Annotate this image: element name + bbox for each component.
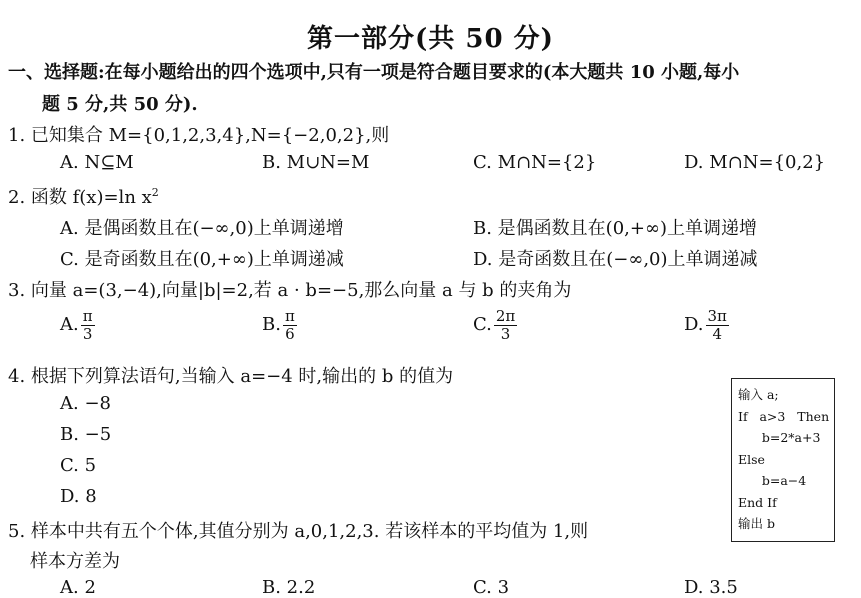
q2-option-a: A. 是偶函数且在(−∞,0)上单调递增 bbox=[60, 218, 344, 239]
q3-option-d bbox=[684, 308, 729, 342]
q2-option-c: C. 是奇函数且在(0,+∞)上单调递减 bbox=[60, 249, 344, 270]
q1-option-b: B. M∪N=M bbox=[262, 152, 370, 173]
fraction-denominator: 3 bbox=[500, 324, 511, 343]
q2-stem bbox=[8, 183, 159, 209]
code-line: Else bbox=[738, 451, 765, 467]
q5-stem-line1: 5. 样本中共有五个个体,其值分别为 a,0,1,2,3. 若该样本的平均值为 1,则 bbox=[8, 521, 589, 542]
q1-option-a: A. N⊆M bbox=[60, 152, 134, 173]
fraction-numerator: π bbox=[82, 307, 93, 325]
q3-option-c bbox=[473, 308, 517, 342]
q1-option-c: C. M∩N={2} bbox=[473, 152, 597, 173]
q3-option-b bbox=[262, 308, 297, 342]
code-line: b=a−4 bbox=[738, 473, 807, 488]
q3-option-a bbox=[60, 308, 95, 342]
fraction-numerator: π bbox=[284, 307, 295, 325]
q3-option-c-fraction bbox=[494, 308, 517, 342]
code-line: b=2*a+3 bbox=[738, 430, 821, 445]
section-heading-line2: 题 5 分,共 50 分). bbox=[42, 94, 198, 115]
q5-option-a: A. 2 bbox=[60, 577, 96, 598]
q4-option-c: C. 5 bbox=[60, 455, 97, 476]
q5-stem-line2: 样本方差为 bbox=[30, 551, 120, 572]
q4-stem: 4. 根据下列算法语句,当输入 a=−4 时,输出的 b 的值为 bbox=[8, 366, 454, 387]
q2-stem-exponent: 2 bbox=[151, 186, 159, 199]
q3-option-b-fraction bbox=[283, 308, 297, 342]
q5-option-c: C. 3 bbox=[473, 577, 510, 598]
fraction-numerator: 2π bbox=[495, 307, 516, 325]
q5-option-b: B. 2.2 bbox=[262, 577, 316, 598]
fraction-denominator: 4 bbox=[712, 324, 722, 343]
q3-option-b-letter: B. bbox=[262, 314, 281, 335]
q3-option-a-letter: A. bbox=[60, 314, 79, 335]
q2-stem-text: 2. 函数 f(x)=ln x bbox=[8, 187, 152, 208]
page-title: 第一部分(共 50 分) bbox=[307, 24, 554, 54]
q3-option-c-letter: C. bbox=[473, 314, 492, 335]
section-heading-line1: 一、选择题:在每小题给出的四个选项中,只有一项是符合题目要求的(本大题共 10 小题,每小 bbox=[8, 62, 740, 83]
q2-option-d: D. 是奇函数且在(−∞,0)上单调递减 bbox=[473, 249, 758, 270]
code-line: 输入 a; bbox=[738, 387, 779, 402]
fraction-denominator: 3 bbox=[82, 324, 93, 343]
fraction-denominator: 6 bbox=[285, 324, 295, 343]
algorithm-code-box bbox=[731, 378, 835, 542]
code-line: 输出 b bbox=[738, 516, 775, 531]
q5-option-d: D. 3.5 bbox=[684, 577, 738, 598]
fraction-numerator: 3π bbox=[707, 307, 727, 325]
q3-option-d-fraction bbox=[706, 308, 729, 342]
q2-option-b: B. 是偶函数且在(0,+∞)上单调递增 bbox=[473, 218, 757, 239]
q3-option-a-fraction bbox=[81, 308, 95, 342]
q3-option-d-letter: D. bbox=[684, 314, 704, 335]
q4-option-b: B. −5 bbox=[60, 424, 112, 445]
q4-option-d: D. 8 bbox=[60, 486, 97, 507]
q1-option-d: D. M∩N={0,2} bbox=[684, 152, 826, 173]
q1-stem: 1. 已知集合 M={0,1,2,3,4},N={−2,0,2},则 bbox=[8, 125, 390, 146]
q4-option-a: A. −8 bbox=[60, 393, 111, 414]
code-line: End If bbox=[738, 494, 777, 510]
code-line: If a>3 Then bbox=[738, 408, 830, 424]
q3-stem: 3. 向量 a=(3,−4),向量|b|=2,若 a · b=−5,那么向量 a 与 b 的夹角为 bbox=[8, 280, 572, 301]
